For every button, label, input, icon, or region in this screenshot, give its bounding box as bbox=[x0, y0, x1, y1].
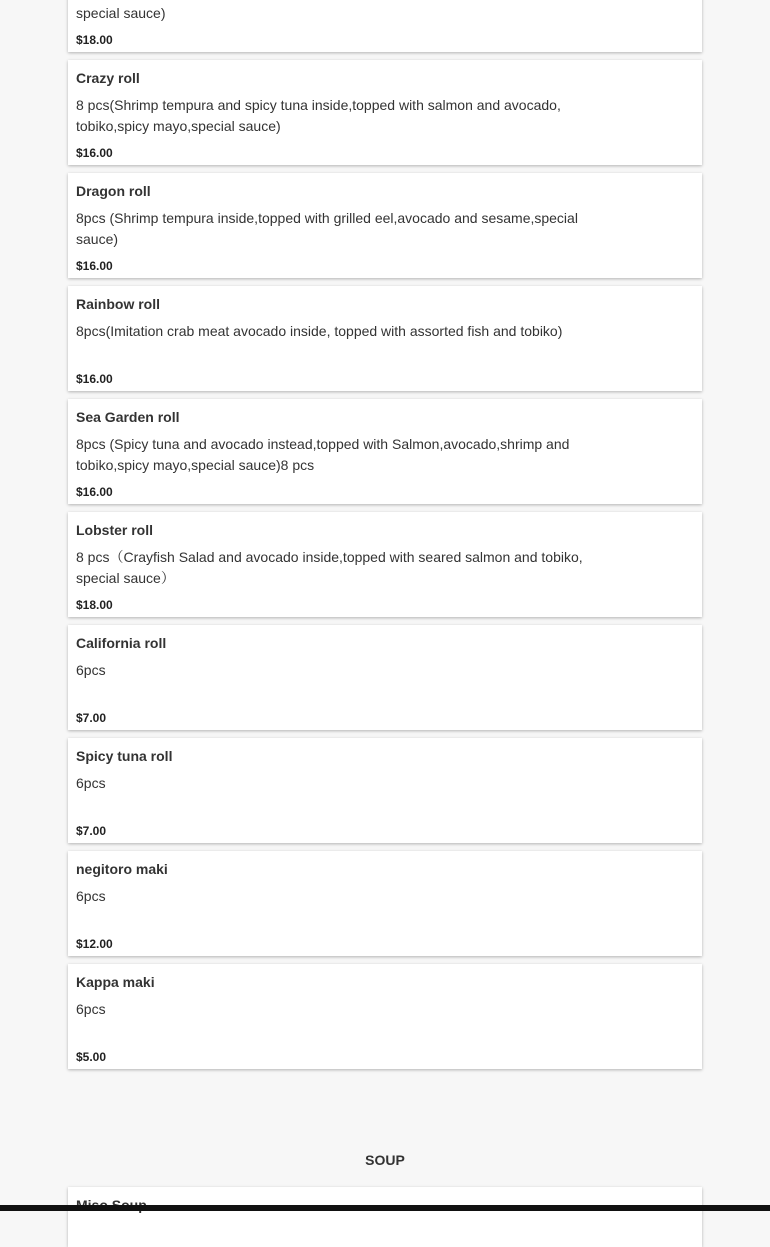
menu-item-card[interactable] bbox=[68, 625, 702, 730]
menu-item-price: $16.00 bbox=[76, 372, 113, 386]
menu-item-card[interactable] bbox=[68, 286, 702, 391]
menu-item-card[interactable] bbox=[68, 1187, 702, 1247]
menu-item-price: $16.00 bbox=[76, 259, 113, 273]
menu-item-card[interactable] bbox=[68, 964, 702, 1069]
menu-item-price: $16.00 bbox=[76, 485, 113, 499]
menu-item-card[interactable] bbox=[68, 399, 702, 504]
menu-item-description: 6pcs bbox=[76, 775, 106, 791]
menu-item-name: Sea Garden roll bbox=[76, 409, 180, 425]
menu-item-price: $12.00 bbox=[76, 937, 113, 951]
menu-item-card[interactable] bbox=[68, 738, 702, 843]
menu-item-description: special sauce) bbox=[76, 5, 166, 21]
menu-item-name: Kappa maki bbox=[76, 974, 155, 990]
menu-item-price: $7.00 bbox=[76, 711, 107, 725]
menu-item-name: Spicy tuna roll bbox=[76, 748, 173, 764]
menu-item-description: 8 pcs（Crayfish Salad and avocado inside,topped with seared salmon and tobiko, special sauce） bbox=[76, 549, 583, 586]
bottom-bar bbox=[0, 1205, 770, 1211]
menu-item-card[interactable] bbox=[68, 0, 702, 52]
menu-item-description: 6pcs bbox=[76, 662, 106, 678]
menu-item-price: $5.00 bbox=[76, 1050, 107, 1064]
menu-item-name: Lobster roll bbox=[76, 522, 154, 538]
menu-item-description: 8pcs (Shrimp tempura inside,topped with grilled eel,avocado and sesame,special sauce) bbox=[76, 210, 578, 247]
menu-item-description: 8 pcs(Shrimp tempura and spicy tuna inside,topped with salmon and avocado, tobiko,spicy mayo,special sauce) bbox=[76, 97, 561, 134]
menu-item-description: 8pcs (Spicy tuna and avocado instead,topped with Salmon,avocado,shrimp and tobiko,spicy mayo,special sauce)8 pcs bbox=[76, 436, 570, 473]
menu-item-name: California roll bbox=[76, 635, 167, 651]
menu-item-card[interactable] bbox=[68, 60, 702, 165]
menu-item-list bbox=[68, 0, 702, 1077]
menu-item-price: $18.00 bbox=[76, 33, 113, 47]
menu-item-price: $18.00 bbox=[76, 598, 113, 612]
menu-item-card[interactable] bbox=[68, 851, 702, 956]
menu-item-name: Crazy roll bbox=[76, 70, 140, 86]
menu-item-name: Dragon roll bbox=[76, 183, 151, 199]
menu-item-price: $16.00 bbox=[76, 146, 113, 160]
menu-item-price: $7.00 bbox=[76, 824, 107, 838]
menu-item-description: 6pcs bbox=[76, 1001, 106, 1017]
menu-item-description: 8pcs(Imitation crab meat avocado inside, topped with assorted fish and tobiko) bbox=[76, 323, 563, 339]
section-title-soup: SOUP bbox=[365, 1152, 405, 1168]
menu-item-description: 6pcs bbox=[76, 888, 106, 904]
menu-item-card[interactable] bbox=[68, 173, 702, 278]
menu-item-name: negitoro maki bbox=[76, 861, 168, 877]
menu-item-name: Rainbow roll bbox=[76, 296, 160, 312]
menu-item-card[interactable] bbox=[68, 512, 702, 617]
